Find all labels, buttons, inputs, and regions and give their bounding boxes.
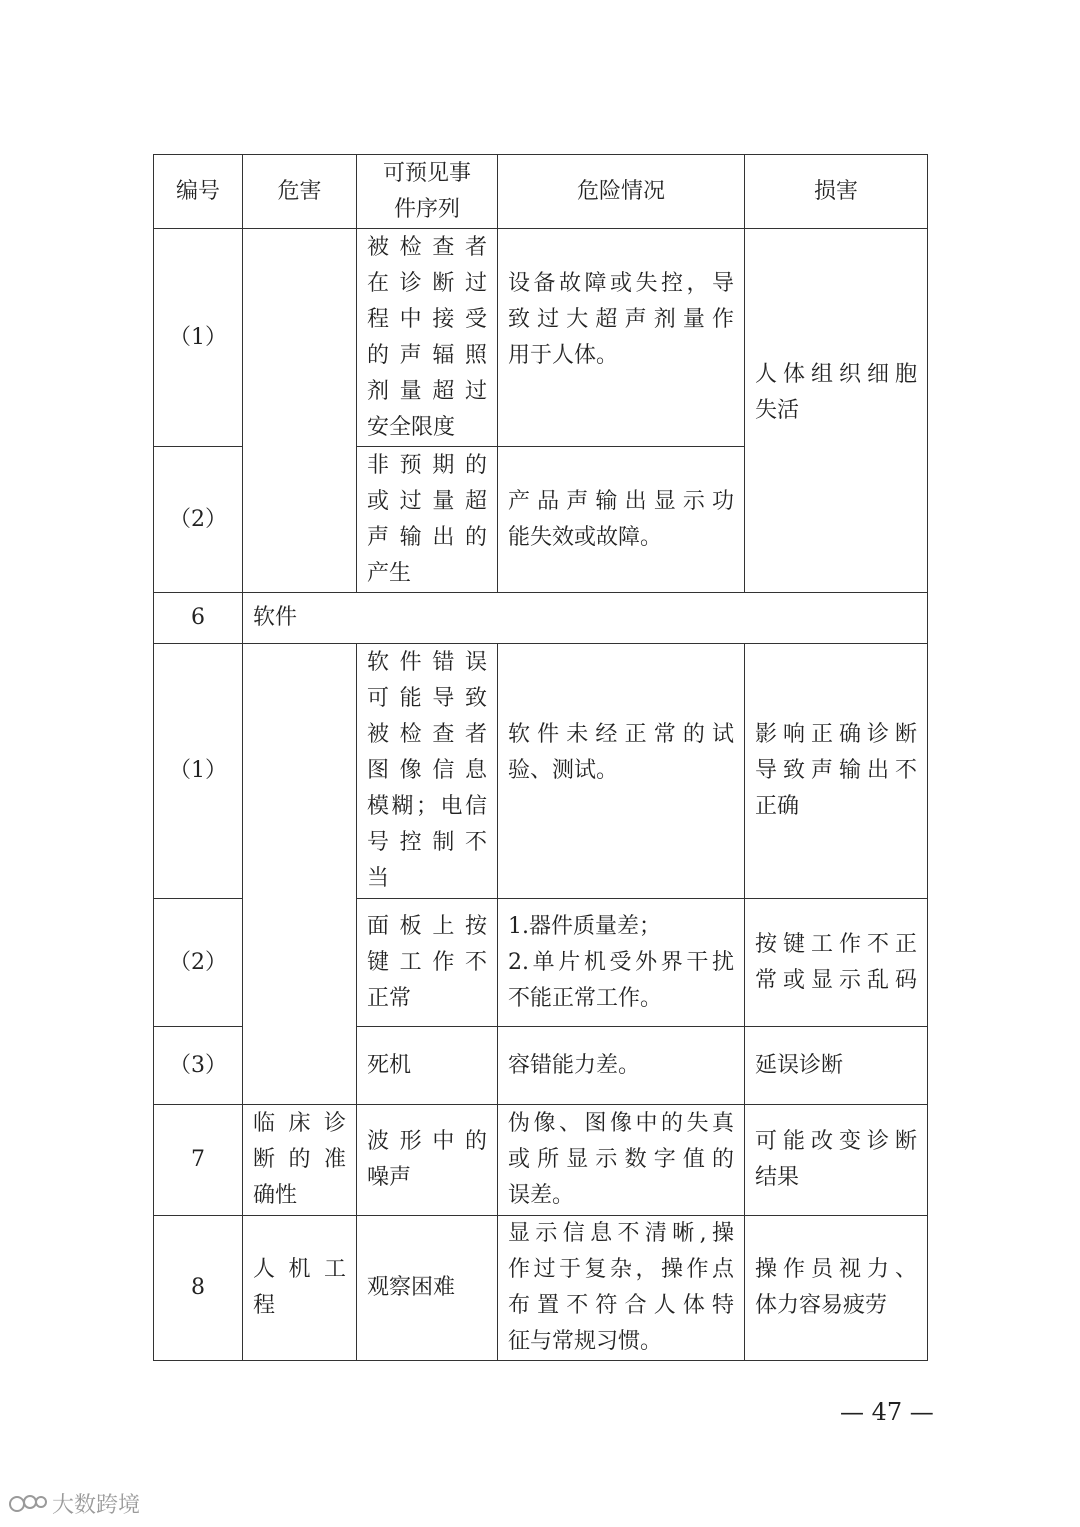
watermark	[8, 1488, 140, 1519]
text-line: 在诊断过	[367, 270, 487, 296]
text-line: 被检查者	[367, 234, 487, 260]
text-line: 体力容易疲劳	[755, 1293, 888, 1318]
text-line: 号控制不	[367, 830, 487, 855]
row-number: （3）	[154, 1027, 243, 1105]
row-number: （2）	[154, 447, 243, 593]
event-sequence-cell: 死机	[357, 1027, 498, 1105]
text-line: 显示信息不清晰,操	[508, 1221, 734, 1246]
text-line: 声输出的	[367, 524, 487, 550]
text-line: 面板上按	[367, 913, 487, 939]
harm-cell	[745, 1105, 928, 1216]
text-line: 软件未经正常的试	[508, 722, 734, 747]
row-number: 8	[154, 1216, 243, 1361]
section-number: 6	[154, 593, 243, 644]
text-line: 当	[367, 866, 390, 891]
harm-cell	[745, 229, 928, 593]
hazard-cell-empty	[243, 644, 357, 1105]
text-line: 验、测试。	[508, 758, 619, 783]
text-line: 可能导致	[367, 686, 487, 711]
text-line: 常或显示乱码	[755, 967, 917, 993]
text-line: 正常	[367, 985, 412, 1011]
header-number: 编号	[154, 155, 243, 229]
event-sequence-cell	[357, 899, 498, 1027]
text-line: 人体组织细胞	[755, 361, 917, 387]
text-line: 的声辐照	[367, 342, 487, 368]
header-hazardous-situation: 危险情况	[498, 155, 745, 229]
table-row	[154, 229, 928, 447]
text-line: 或所显示数字值的	[508, 1147, 734, 1172]
harm-cell: 延误诊断	[745, 1027, 928, 1105]
text-line: 致过大超声剂量作	[508, 306, 734, 332]
text-line: 设备故障或失控，导	[508, 270, 734, 296]
text-line: 图像信息	[367, 758, 487, 783]
text-line: 断的准	[253, 1147, 346, 1172]
hazard-cell	[243, 1105, 357, 1216]
section-row	[154, 593, 928, 644]
text-line: 失活	[755, 397, 800, 423]
text-line: 1.器件质量差；	[508, 913, 661, 939]
situation-cell	[498, 447, 745, 593]
text-line: 安全限度	[367, 414, 456, 440]
situation-cell	[498, 644, 745, 899]
brand-logo-icon	[8, 1491, 48, 1517]
text-line: 产生	[367, 560, 412, 586]
text-line: 结果	[755, 1165, 800, 1190]
text-line: 人机工	[253, 1257, 346, 1282]
watermark-text: 大数跨境	[52, 1493, 141, 1518]
text-line: 键工作不	[367, 949, 487, 975]
harm-cell	[745, 899, 928, 1027]
text-line: 模糊；电信	[367, 794, 487, 819]
text-line: 作过于复杂，操作点	[508, 1257, 734, 1282]
event-sequence-cell	[357, 229, 498, 447]
section-hazard: 软件	[243, 593, 928, 644]
text-line: 不能正常工作。	[508, 985, 663, 1011]
hazard-table	[153, 154, 928, 1361]
text-line: 正确	[755, 794, 800, 819]
text-line: 程	[253, 1293, 276, 1318]
harm-cell	[745, 1216, 928, 1361]
event-sequence-cell	[357, 644, 498, 899]
table-row	[154, 644, 928, 899]
row-number: （2）	[154, 899, 243, 1027]
text-line: 波形中的	[367, 1129, 487, 1154]
text-line: 非预期的	[367, 452, 487, 478]
hazard-cell	[243, 1216, 357, 1361]
situation-cell	[498, 229, 745, 447]
text-line: 被检查者	[367, 722, 487, 747]
row-number: （1）	[154, 229, 243, 447]
header-seq-line: 可预见事	[382, 160, 471, 186]
row-number: 7	[154, 1105, 243, 1216]
header-hazard: 危害	[243, 155, 357, 229]
table-row	[154, 1216, 928, 1361]
text-line: 用于人体。	[508, 342, 619, 368]
text-line: 确性	[253, 1183, 298, 1208]
text-line: 可能改变诊断	[755, 1129, 917, 1154]
text-line: 能失效或故障。	[508, 524, 663, 550]
text-line: 导致声输出不	[755, 758, 917, 783]
text-line: 影响正确诊断	[755, 722, 917, 747]
row-number: （1）	[154, 644, 243, 899]
text-line: 程中接受	[367, 306, 487, 332]
event-sequence-cell	[357, 1105, 498, 1216]
situation-cell	[498, 1105, 745, 1216]
page-number: — 47 —	[840, 1398, 934, 1426]
header-event-sequence	[357, 155, 498, 229]
text-line: 按键工作不正	[755, 931, 917, 957]
text-line: 布置不符合人体特	[508, 1293, 734, 1318]
table-row	[154, 1105, 928, 1216]
text-line: 临床诊	[253, 1111, 346, 1136]
text-line: 误差。	[508, 1183, 575, 1208]
header-harm: 损害	[745, 155, 928, 229]
hazard-cell-empty	[243, 229, 357, 593]
situation-cell: 容错能力差。	[498, 1027, 745, 1105]
situation-cell	[498, 1216, 745, 1361]
table-header-row	[154, 155, 928, 229]
harm-cell	[745, 644, 928, 899]
text-line: 噪声	[367, 1165, 412, 1190]
text-line: 伪像、图像中的失真	[508, 1111, 734, 1136]
event-sequence-cell: 观察困难	[357, 1216, 498, 1361]
situation-cell	[498, 899, 745, 1027]
text-line: 或过量超	[367, 488, 487, 514]
text-line: 操作员视力、	[755, 1257, 917, 1282]
event-sequence-cell	[357, 447, 498, 593]
text-line: 征与常规习惯。	[508, 1329, 663, 1354]
header-seq-line: 件序列	[393, 196, 460, 222]
text-line: 2.单片机受外界干扰	[508, 949, 734, 975]
text-line: 剂量超过	[367, 378, 487, 404]
text-line: 产品声输出显示功	[508, 488, 734, 514]
text-line: 软件错误	[367, 650, 487, 675]
